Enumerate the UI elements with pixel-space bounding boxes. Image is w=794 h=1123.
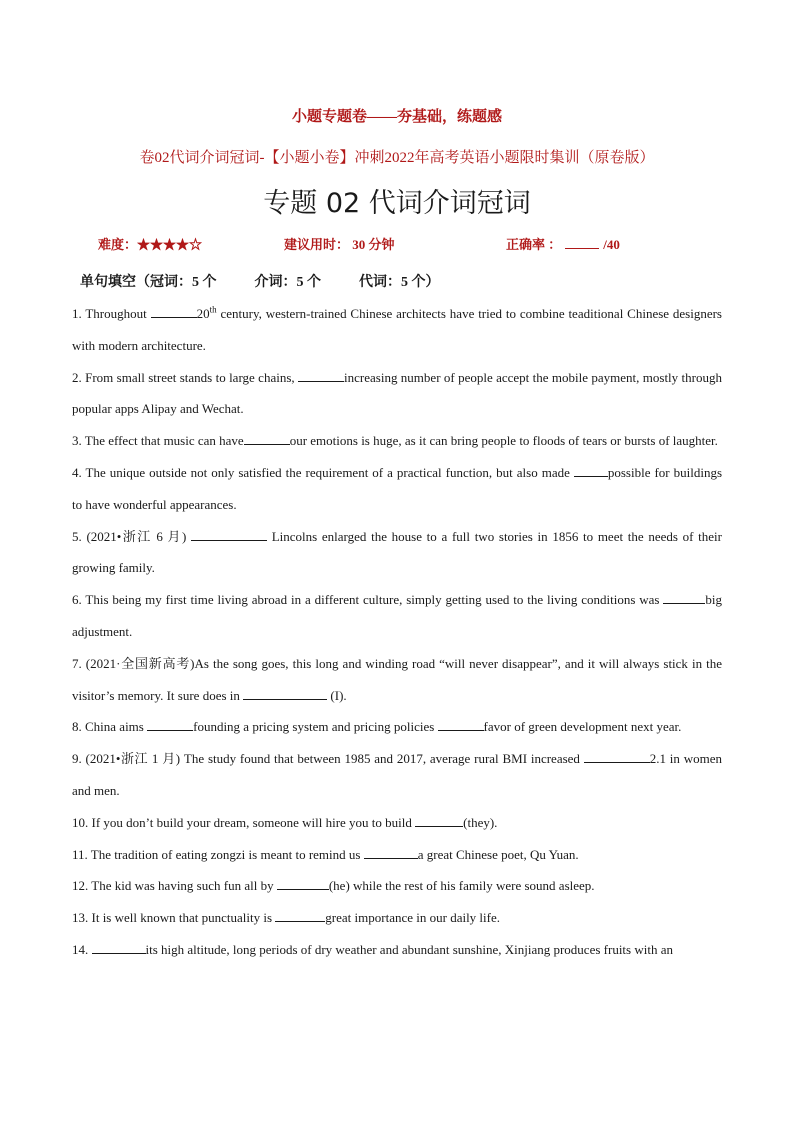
suggested-time-label: 建议用时： 30 分钟 [284,237,395,252]
answer-blank[interactable] [275,908,325,922]
question-item [72,298,722,362]
question-text: (I). [327,687,347,703]
question-text: favor of green development next year. [483,719,682,735]
answer-blank[interactable] [151,304,197,318]
answer-blank[interactable] [298,368,344,382]
answer-blank[interactable] [584,749,650,763]
question-text: Lincolns enlarged the house to a full two stories in 1856 to meet the needs of their growing family. [72,528,722,576]
question-item [72,584,722,648]
question-text: 4. The unique outside not only satisfied the requirement of a practical function, but also made [72,464,574,480]
answer-blank[interactable] [147,717,193,731]
question-text: increasing number of people accept the mobile payment, mostly through popular apps Alipay and Wechat. [72,369,722,417]
accuracy-blank [565,236,599,249]
question-text: possible for buildings to have wonderful appearances. [72,464,723,512]
question-list [72,298,722,966]
answer-blank[interactable] [244,431,290,445]
question-text: 12. The kid was having such fun all by [72,878,277,894]
question-item [72,425,722,457]
accuracy-field [506,234,620,253]
question-text: great importance in our daily life. [325,910,501,926]
question-text: 9. (2021•浙江 1 月) The study found that between 1985 and 2017, average rural BMI increased [72,751,584,767]
section-part-pronouns: 代词：5 个） [359,275,440,290]
question-text: 13. It is well known that punctuality is [72,910,276,926]
answer-blank[interactable] [243,686,327,700]
answer-blank[interactable] [438,717,484,731]
series-subtitle: 小题专题卷——夯基础，练题感 [291,109,502,125]
question-text: 6. This being my first time living abroad in a different culture, simply getting used to the living conditions was [72,592,664,608]
paper-subtitle: 卷02代词介词冠词-【小题小卷】冲刺2022年高考英语小题限时集训（原卷版） [139,150,655,166]
question-text: 8. China aims [72,719,148,735]
answer-blank[interactable] [415,813,463,827]
answer-blank[interactable] [663,590,705,604]
question-text: (they). [463,814,498,830]
question-item [72,711,722,743]
answer-blank[interactable] [277,876,329,890]
question-item [72,362,722,426]
accuracy-label: 正确率 ： [506,237,562,252]
answer-blank[interactable] [574,463,608,477]
page-title: 专题 02 代词介词冠词 [263,188,531,219]
question-item [72,521,722,585]
answer-blank[interactable] [92,940,146,954]
question-text: 20 [196,306,210,321]
question-text: 2. From small street stands to large chains, [72,369,299,385]
question-text: founding a pricing system and pricing policies [193,719,438,735]
section-part-articles: 单句填空（冠词：5 个 [80,275,217,290]
question-item [72,839,722,871]
question-text: 11. The tradition of eating zongzi is meant to remind us [72,846,364,862]
question-text: 10. If you don’t build your dream, someone will hire you to build [72,814,416,830]
ordinal-suffix: th [209,304,217,315]
answer-blank[interactable] [191,527,267,541]
question-text: 14. [72,941,92,957]
question-item [72,743,722,807]
question-item [72,807,722,839]
answer-blank[interactable] [364,845,418,859]
question-text: 3. The effect that music can have [72,433,244,449]
question-text: 5. (2021•浙江 6 月) [72,528,191,544]
question-item [72,648,722,712]
question-text: century, western-trained Chinese architects have tried to combine teaditional Chinese designers with modern architecture. [72,306,722,353]
question-item [72,870,722,902]
question-item [72,902,722,934]
question-text: our emotions is huge, as it can bring people to floods of tears or bursts of laughter. [289,433,718,449]
question-text: 1. Throughout [72,306,151,321]
question-text: 2.1 in women and men. [72,751,722,798]
question-text: (he) while the rest of his family were sound asleep. [328,878,595,894]
question-text: its high altitude, long periods of dry weather and abundant sunshine, Xinjiang produces fruits with an [145,941,673,957]
section-part-prepositions: 介词：5 个 [254,275,321,290]
question-text: a great Chinese poet, Qu Yuan. [417,846,579,862]
difficulty-label: 难度：★★★★☆ [98,237,203,252]
question-item [72,934,722,966]
question-item [72,457,722,521]
question-text: big adjustment. [72,592,722,639]
section-heading [80,271,440,291]
question-text: 7. (2021·全国新高考)As the song goes, this long and winding road “will never disappear”, and it will always stick in the visitor’s memory. It sure does in [72,655,722,703]
accuracy-total: /40 [603,237,620,252]
